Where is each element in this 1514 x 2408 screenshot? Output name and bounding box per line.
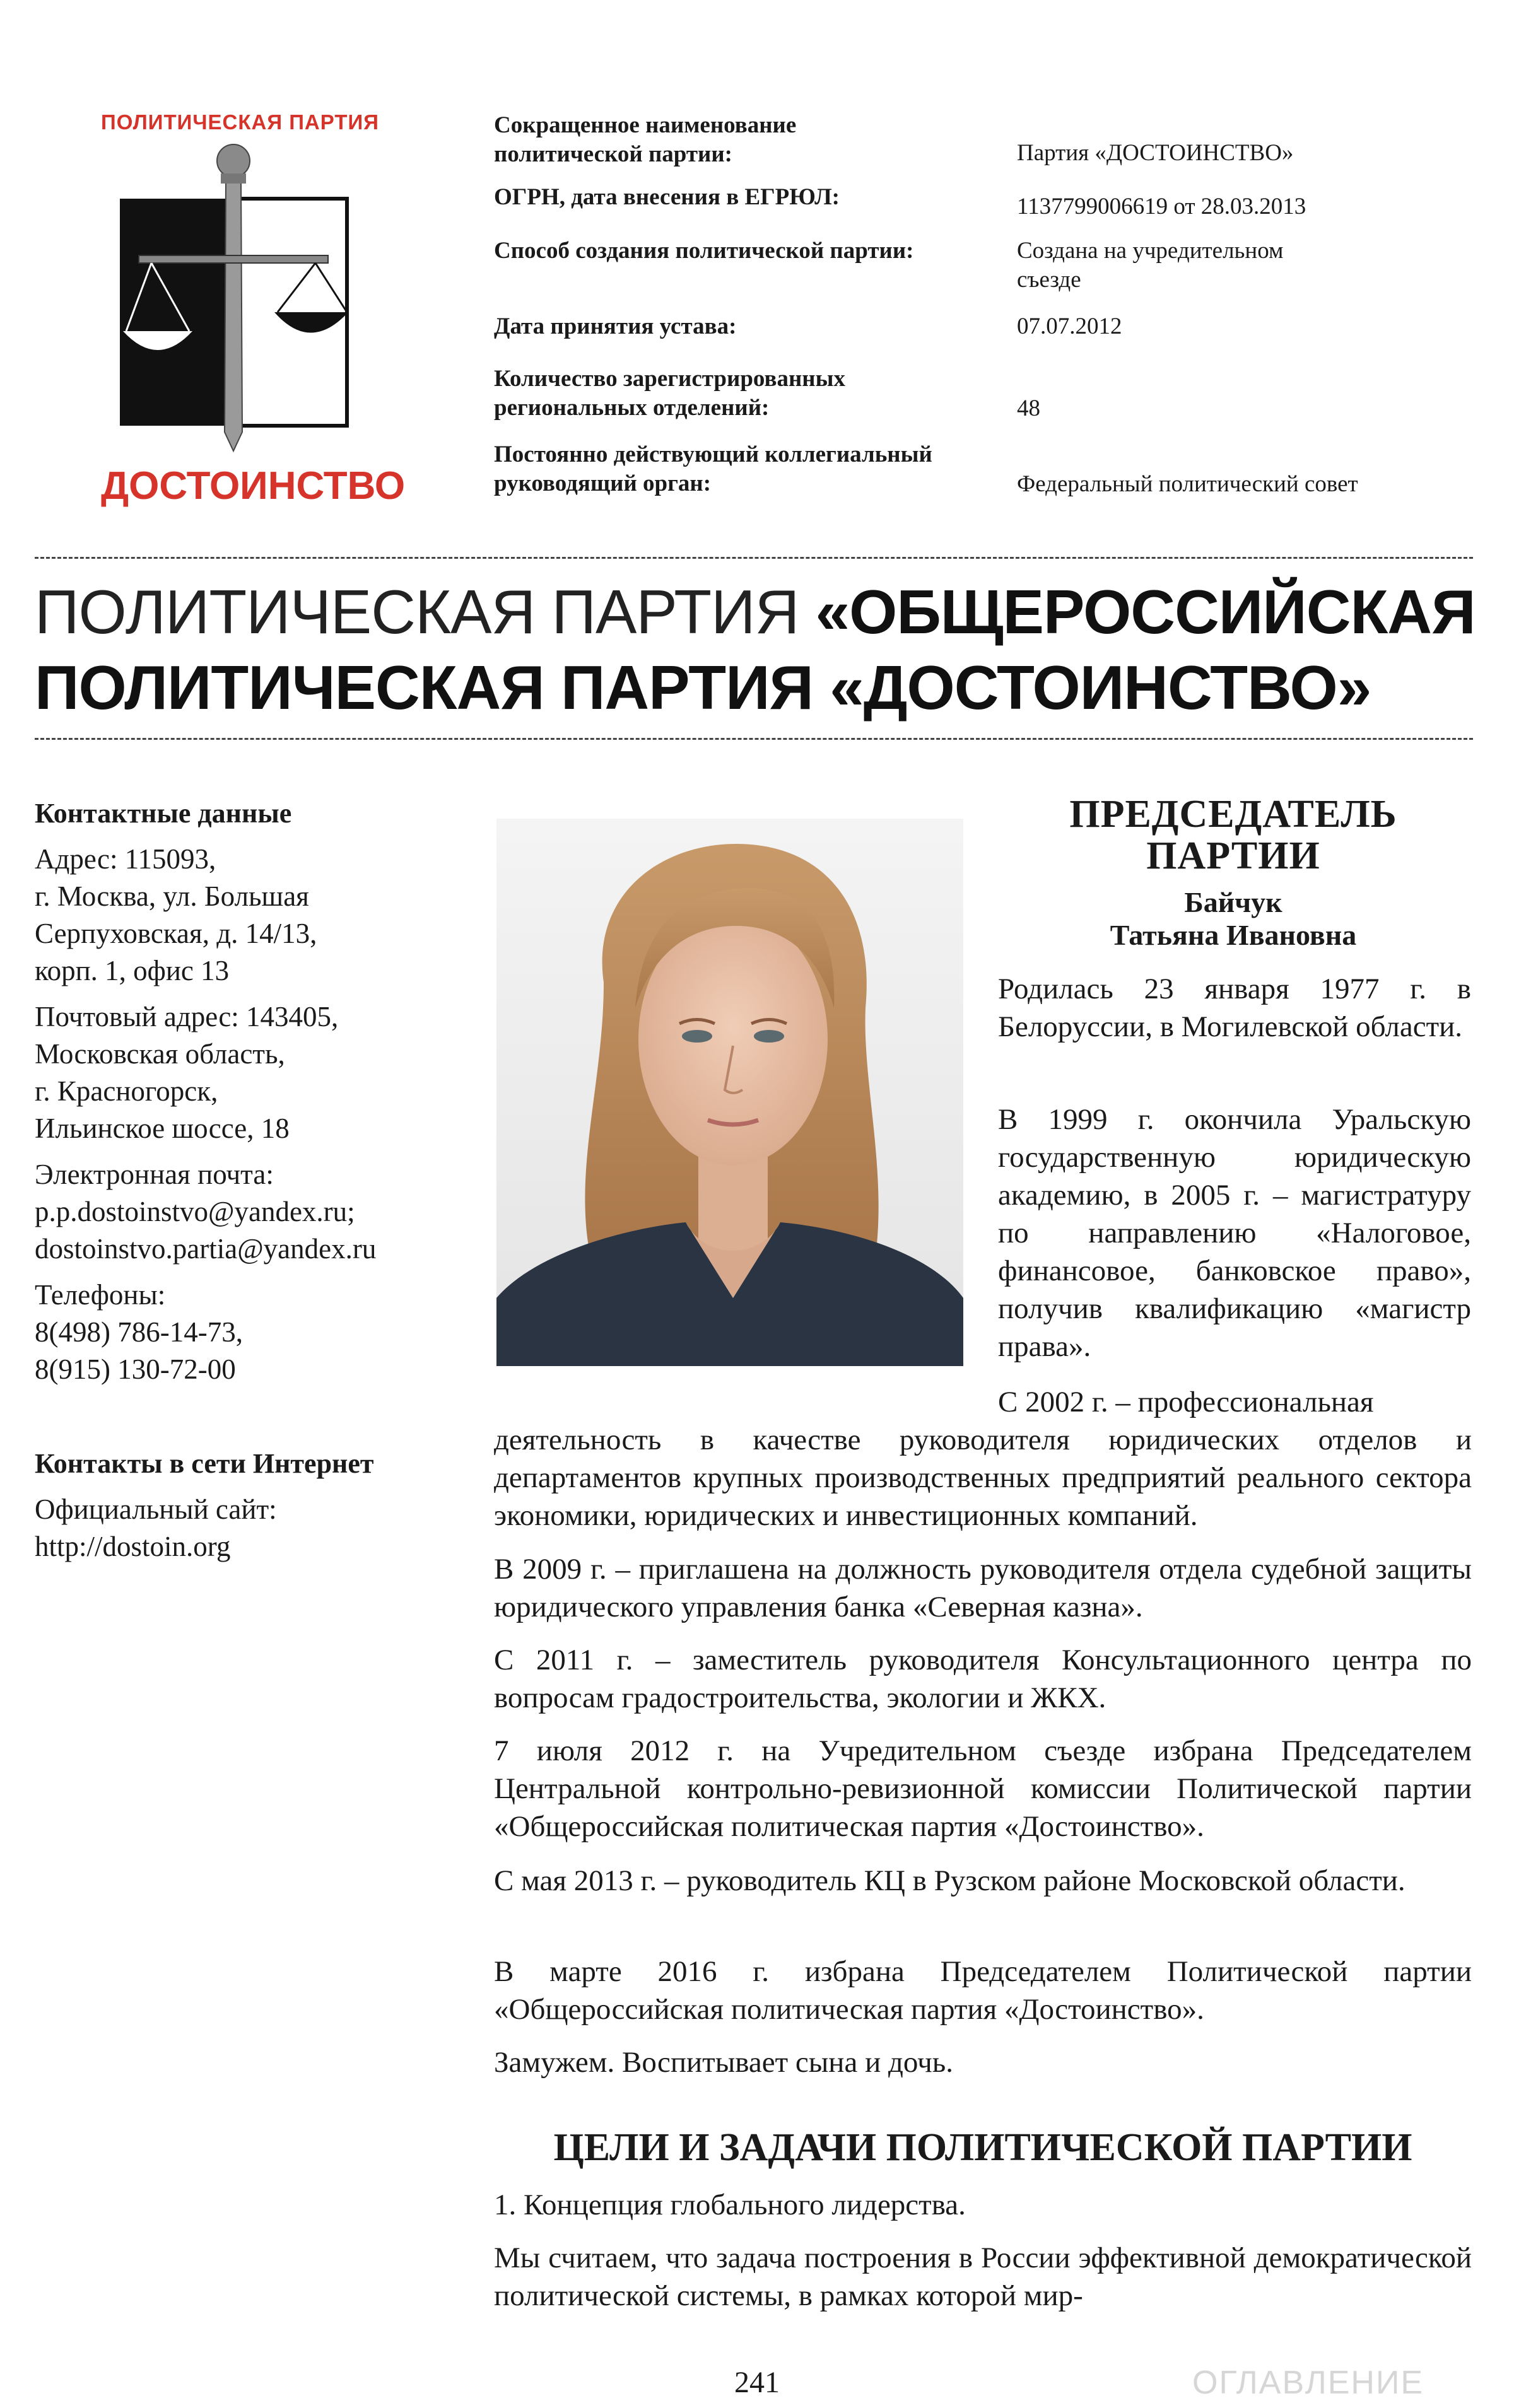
info-value-charter-date: 07.07.2012 xyxy=(1017,313,1122,339)
bio-family: Замужем. Воспитывает сына и дочь. xyxy=(494,2046,953,2079)
bio-2013: С мая 2013 г. – руководитель КЦ в Рузском районе Московской области. xyxy=(494,1864,1405,1897)
email-link-1[interactable]: p.p.dostoinstvo@yandex.ru; xyxy=(35,1196,355,1227)
bio-2002-start: С 2002 г. – профессиональная xyxy=(998,1386,1374,1418)
divider-bottom xyxy=(35,738,1473,740)
page-title-line1: ПОЛИТИЧЕСКАЯ ПАРТИЯ «ОБЩЕРОССИЙСКАЯ xyxy=(35,577,1476,646)
info-label-ogrn: ОГРН, дата внесения в ЕГРЮЛ: xyxy=(494,184,840,210)
bio-2009: В 2009 г. – приглашена на должность руководителя отдела судебной защиты юридического управления банка «Северная казна». xyxy=(494,1553,1472,1623)
bio-2012: 7 июля 2012 г. на Учредительном съезде избрана Председателем Центральной контрольно-ревизионной комиссии Политической партии «Общероссийская политическая партия «Достоинство». xyxy=(494,1734,1472,1843)
goals-item-1: 1. Концепция глобального лидерства. xyxy=(494,2189,966,2221)
logo-top-text: ПОЛИТИЧЕСКАЯ ПАРТИЯ xyxy=(101,110,379,134)
info-value-short-name: Партия «ДОСТОИНСТВО» xyxy=(1017,140,1294,166)
info-label-governing-body: Постоянно действующий коллегиальный руководящий орган: xyxy=(494,441,932,496)
info-label-creation-method: Способ создания политической партии: xyxy=(494,238,914,264)
info-value-creation-method: Создана на учредительном съезде xyxy=(1017,238,1284,293)
bio-education: В 1999 г. окончила Уральскую государственную юридическую академию, в 2005 г. – магистратуру по направлению «Налоговое, финансовое, банковское право», получив квалификацию «магистр права». xyxy=(998,1103,1471,1363)
bio-birth: Родилась 23 января 1977 г. в Белоруссии, в Могилевской области. xyxy=(998,973,1471,1043)
info-value-governing-body: Федеральный политический совет xyxy=(1017,471,1358,497)
chairman-name: Байчук Татьяна Ивановна xyxy=(1110,886,1357,951)
contacts-section xyxy=(35,795,470,1565)
contacts-site: Официальный сайт: http://dostoin.org xyxy=(35,1491,470,1565)
contacts-postal: Почтовый адрес: 143405, Московская область, г. Красногорск, Ильинское шоссе, 18 xyxy=(35,1001,339,1144)
contacts-phones: Телефоны: 8(498) 786-14-73, 8(915) 130-72-00 xyxy=(35,1279,243,1385)
logo-emblem-icon xyxy=(114,142,366,464)
page-title-line2: ПОЛИТИЧЕСКАЯ ПАРТИЯ «ДОСТОИНСТВО» xyxy=(35,653,1371,722)
contacts-email: Электронная почта: p.p.dostoinstvo@yandex.ru; dostoinstvo.partia@yandex.ru xyxy=(35,1156,470,1268)
goals-heading: ЦЕЛИ И ЗАДАЧИ ПОЛИТИЧЕСКОЙ ПАРТИИ xyxy=(553,2126,1412,2169)
info-value-ogrn: 1137799006619 от 28.03.2013 xyxy=(1017,194,1306,219)
logo-bottom-text: ДОСТОИНСТВО xyxy=(101,464,406,508)
bio-2016: В марте 2016 г. избрана Председателем Политической партии «Общероссийская политическая партия «Достоинство». xyxy=(494,1955,1472,2026)
bio-2002-rest: деятельность в качестве руководителя юридических отделов и департаментов крупных производственных предприятий реального сектора экономики, юридических и инвестиционных компаний. xyxy=(494,1423,1472,1532)
toc-link[interactable]: ОГЛАВЛЕНИЕ xyxy=(1192,2364,1424,2401)
internet-contacts-heading: Контакты в сети Интернет xyxy=(35,1448,374,1479)
chairman-portrait xyxy=(496,819,963,1366)
contacts-address: Адрес: 115093, г. Москва, ул. Большая Серпуховская, д. 14/13, корп. 1, офис 13 xyxy=(35,843,317,986)
page-number: 241 xyxy=(734,2366,780,2399)
bio-2011: С 2011 г. – заместитель руководителя Консультационного центра по вопросам градостроительства, экологии и ЖКХ. xyxy=(494,1644,1472,1714)
info-label-regional-branches: Количество зарегистрированных региональных отделений: xyxy=(494,366,845,421)
website-link[interactable]: http://dostoin.org xyxy=(35,1531,231,1562)
info-value-regional-branches: 48 xyxy=(1017,395,1040,421)
goals-text: Мы считаем, что задача построения в России эффективной демократической политической системы, в рамках которой мир- xyxy=(494,2241,1472,2312)
info-label-charter-date: Дата принятия устава: xyxy=(494,313,737,339)
chairman-title: ПРЕДСЕДАТЕЛЬ ПАРТИИ xyxy=(1069,793,1397,877)
info-label-short-name: Сокращенное наименование политической партии: xyxy=(494,112,797,167)
email-link-2[interactable]: dostoinstvo.partia@yandex.ru xyxy=(35,1233,377,1265)
contacts-heading: Контактные данные xyxy=(35,798,292,829)
divider-top xyxy=(35,557,1473,559)
